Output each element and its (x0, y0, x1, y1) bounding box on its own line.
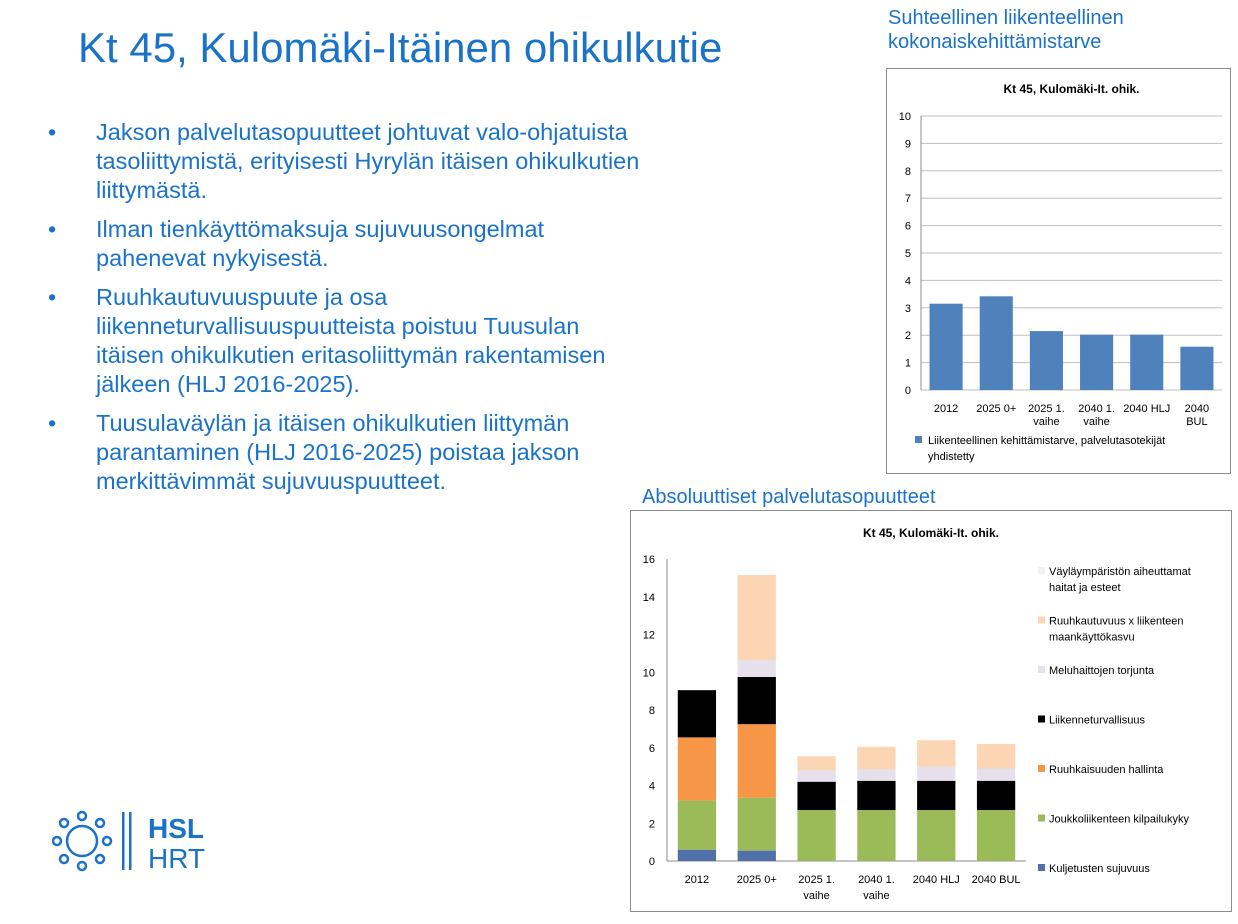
stacked-bar-segment (678, 850, 716, 861)
x-tick-label: BUL (1186, 416, 1208, 428)
bullet-text: Tuusulaväylän ja itäisen ohikulkutien liittymän parantaminen (HLJ 2016-2025) poistaa jakson merkittävimmät sujuvuuspuutteet. (96, 410, 580, 494)
legend-label: Joukkoliikenteen kilpailukyky (1049, 813, 1190, 826)
bullet-item (48, 283, 648, 399)
relative-need-caption (888, 6, 1124, 54)
y-tick-label: 7 (904, 193, 911, 206)
x-tick-label: 2040 1. (1078, 403, 1115, 415)
x-tick-label: 2025 0+ (736, 874, 777, 886)
caption-line: Suhteellinen liikenteellinen (888, 7, 1124, 29)
hsl-logo (52, 808, 222, 879)
y-tick-label: 0 (648, 856, 655, 868)
stacked-bar-segment (678, 801, 716, 850)
legend-label: Ruuhkaisuuden hallinta (1049, 764, 1164, 776)
legend-label: Ruuhkautuvuus x liikenteen (1049, 615, 1184, 628)
stacked-bar-segment (797, 770, 835, 781)
x-tick-label: 2012 (933, 403, 959, 415)
legend-label: maankäyttökasvu (1049, 631, 1135, 644)
bullet-dot: • (48, 119, 57, 145)
absolute-deficits-chart-svg (631, 511, 1231, 911)
legend-swatch (1038, 765, 1045, 772)
stacked-bar-segment (857, 810, 895, 861)
y-tick-label: 4 (904, 275, 911, 288)
x-tick-label: 2025 1. (1028, 403, 1065, 415)
y-tick-label: 3 (904, 302, 911, 315)
legend-label: Väyläympäristön aiheuttamat (1049, 566, 1191, 578)
logo-text-hsl: HSL (148, 813, 204, 844)
y-tick-label: 4 (648, 780, 655, 793)
legend-label: yhdistetty (928, 451, 975, 463)
legend-label: Kuljetusten sujuvuus (1049, 863, 1150, 875)
stacked-bar-segment (738, 851, 776, 861)
legend-swatch (1038, 617, 1045, 624)
x-tick-label: vaihe (803, 890, 830, 902)
bar (980, 296, 1013, 390)
logo-text-hrt: HRT (148, 843, 206, 874)
y-tick-label: 8 (648, 705, 655, 717)
bullet-item (48, 409, 648, 496)
stacked-bar-segment (857, 769, 895, 780)
y-tick-label: 5 (904, 248, 911, 260)
chart-title: Kt 45, Kulomäki-It. ohik. (862, 526, 1000, 540)
y-tick-label: 0 (904, 385, 911, 397)
stacked-bar-segment (797, 782, 835, 810)
x-tick-label: 2040 HLJ (912, 874, 960, 886)
y-tick-label: 2 (904, 330, 911, 343)
stacked-bar-segment (917, 767, 955, 781)
logo-divider (122, 812, 125, 870)
logo-divider (129, 812, 132, 870)
bar (1130, 335, 1163, 390)
y-tick-label: 14 (642, 591, 655, 604)
y-tick-label: 10 (642, 667, 655, 680)
stacked-bar-segment (857, 781, 895, 810)
stacked-bar-segment (678, 737, 716, 800)
legend-label: haitat ja esteet (1049, 582, 1121, 594)
stacked-bar-segment (738, 724, 776, 798)
stacked-bar-segment (977, 744, 1015, 769)
legend-label: Liikenteellinen kehittämistarve, palvelutasotekijät (928, 435, 1166, 447)
x-tick-label: 2040 BUL (971, 874, 1021, 886)
stacked-bar-segment (738, 660, 776, 677)
stacked-bar-segment (917, 740, 955, 766)
bullet-text: Ilman tienkäyttömaksuja sujuvuusongelmat pahenevat nykyisestä. (96, 216, 545, 271)
legend-swatch (1038, 815, 1045, 822)
stacked-bar-segment (797, 756, 835, 770)
stacked-bar-segment (797, 810, 835, 861)
bullet-text: Jakson palvelutasopuutteet johtuvat valo-ohjatuista tasoliittymistä, erityisesti Hyrylän itäisen ohikulkutien liittymästä. (96, 119, 640, 203)
relative-need-chart (886, 68, 1231, 474)
x-tick-label: 2040 HLJ (1123, 403, 1171, 415)
y-tick-label: 6 (648, 742, 655, 755)
legend-label: Liikenneturvallisuus (1049, 714, 1145, 727)
stacked-bar-segment (738, 575, 776, 660)
relative-need-chart-svg (887, 69, 1230, 473)
stacked-bar-segment (857, 747, 895, 770)
legend-swatch (1038, 716, 1045, 723)
legend-swatch (1038, 666, 1045, 673)
bullet-item (48, 215, 648, 273)
slide-title: Kt 45, Kulomäki-Itäinen ohikulkutie (78, 24, 723, 71)
y-tick-label: 2 (648, 818, 655, 831)
stacked-bar-segment (977, 781, 1015, 810)
absolute-deficits-chart (630, 510, 1232, 912)
y-tick-label: 1 (904, 357, 911, 370)
chart-title: Kt 45, Kulomäki-It. ohik. (1003, 82, 1140, 96)
hsl-logo-svg (52, 808, 222, 874)
legend-swatch (1038, 567, 1045, 574)
bullet-dot: • (48, 410, 57, 436)
stacked-bar-segment (678, 690, 716, 737)
bullet-text: Ruuhkautuvuuspuute ja osa liikenneturvallisuuspuutteista poistuu Tuusulan itäisen ohikulkutien eritasoliittymän rakentamisen jälkeen (HLJ 2016-2025). (96, 284, 606, 397)
y-tick-label: 9 (904, 138, 911, 151)
x-tick-label: 2012 (684, 874, 710, 886)
x-tick-label: 2025 1. (798, 874, 835, 886)
stacked-bar-segment (738, 677, 776, 724)
stacked-bar-segment (917, 781, 955, 810)
x-tick-label: 2040 (1184, 403, 1210, 415)
hsl-logo-mark-icon (53, 812, 111, 870)
legend-swatch (1038, 864, 1045, 871)
bullet-item (48, 118, 648, 205)
bullet-dot: • (48, 284, 57, 310)
bar (1180, 347, 1213, 390)
bar (1030, 331, 1063, 390)
stacked-bar-segment (917, 810, 955, 861)
stacked-bar-segment (977, 769, 1015, 781)
y-tick-label: 16 (642, 554, 655, 566)
y-tick-label: 10 (898, 111, 911, 123)
x-tick-label: vaihe (1083, 416, 1110, 428)
stacked-bar-segment (738, 798, 776, 851)
x-tick-label: vaihe (1033, 416, 1060, 428)
bar (1080, 335, 1113, 390)
stacked-bar-segment (977, 810, 1015, 861)
y-tick-label: 6 (904, 220, 911, 233)
absolute-deficits-caption: Absoluuttiset palvelutasopuutteet (642, 486, 936, 508)
legend-label: Meluhaittojen torjunta (1049, 665, 1155, 677)
x-tick-label: 2025 0+ (976, 403, 1017, 415)
bullet-list (48, 118, 648, 506)
y-tick-label: 12 (642, 629, 655, 642)
legend-swatch (915, 436, 922, 443)
x-tick-label: vaihe (863, 890, 890, 902)
bar (930, 304, 963, 390)
bullet-dot: • (48, 216, 57, 242)
caption-line: kokonaiskehittämistarve (888, 31, 1102, 53)
y-tick-label: 8 (904, 165, 911, 178)
x-tick-label: 2040 1. (858, 874, 895, 886)
